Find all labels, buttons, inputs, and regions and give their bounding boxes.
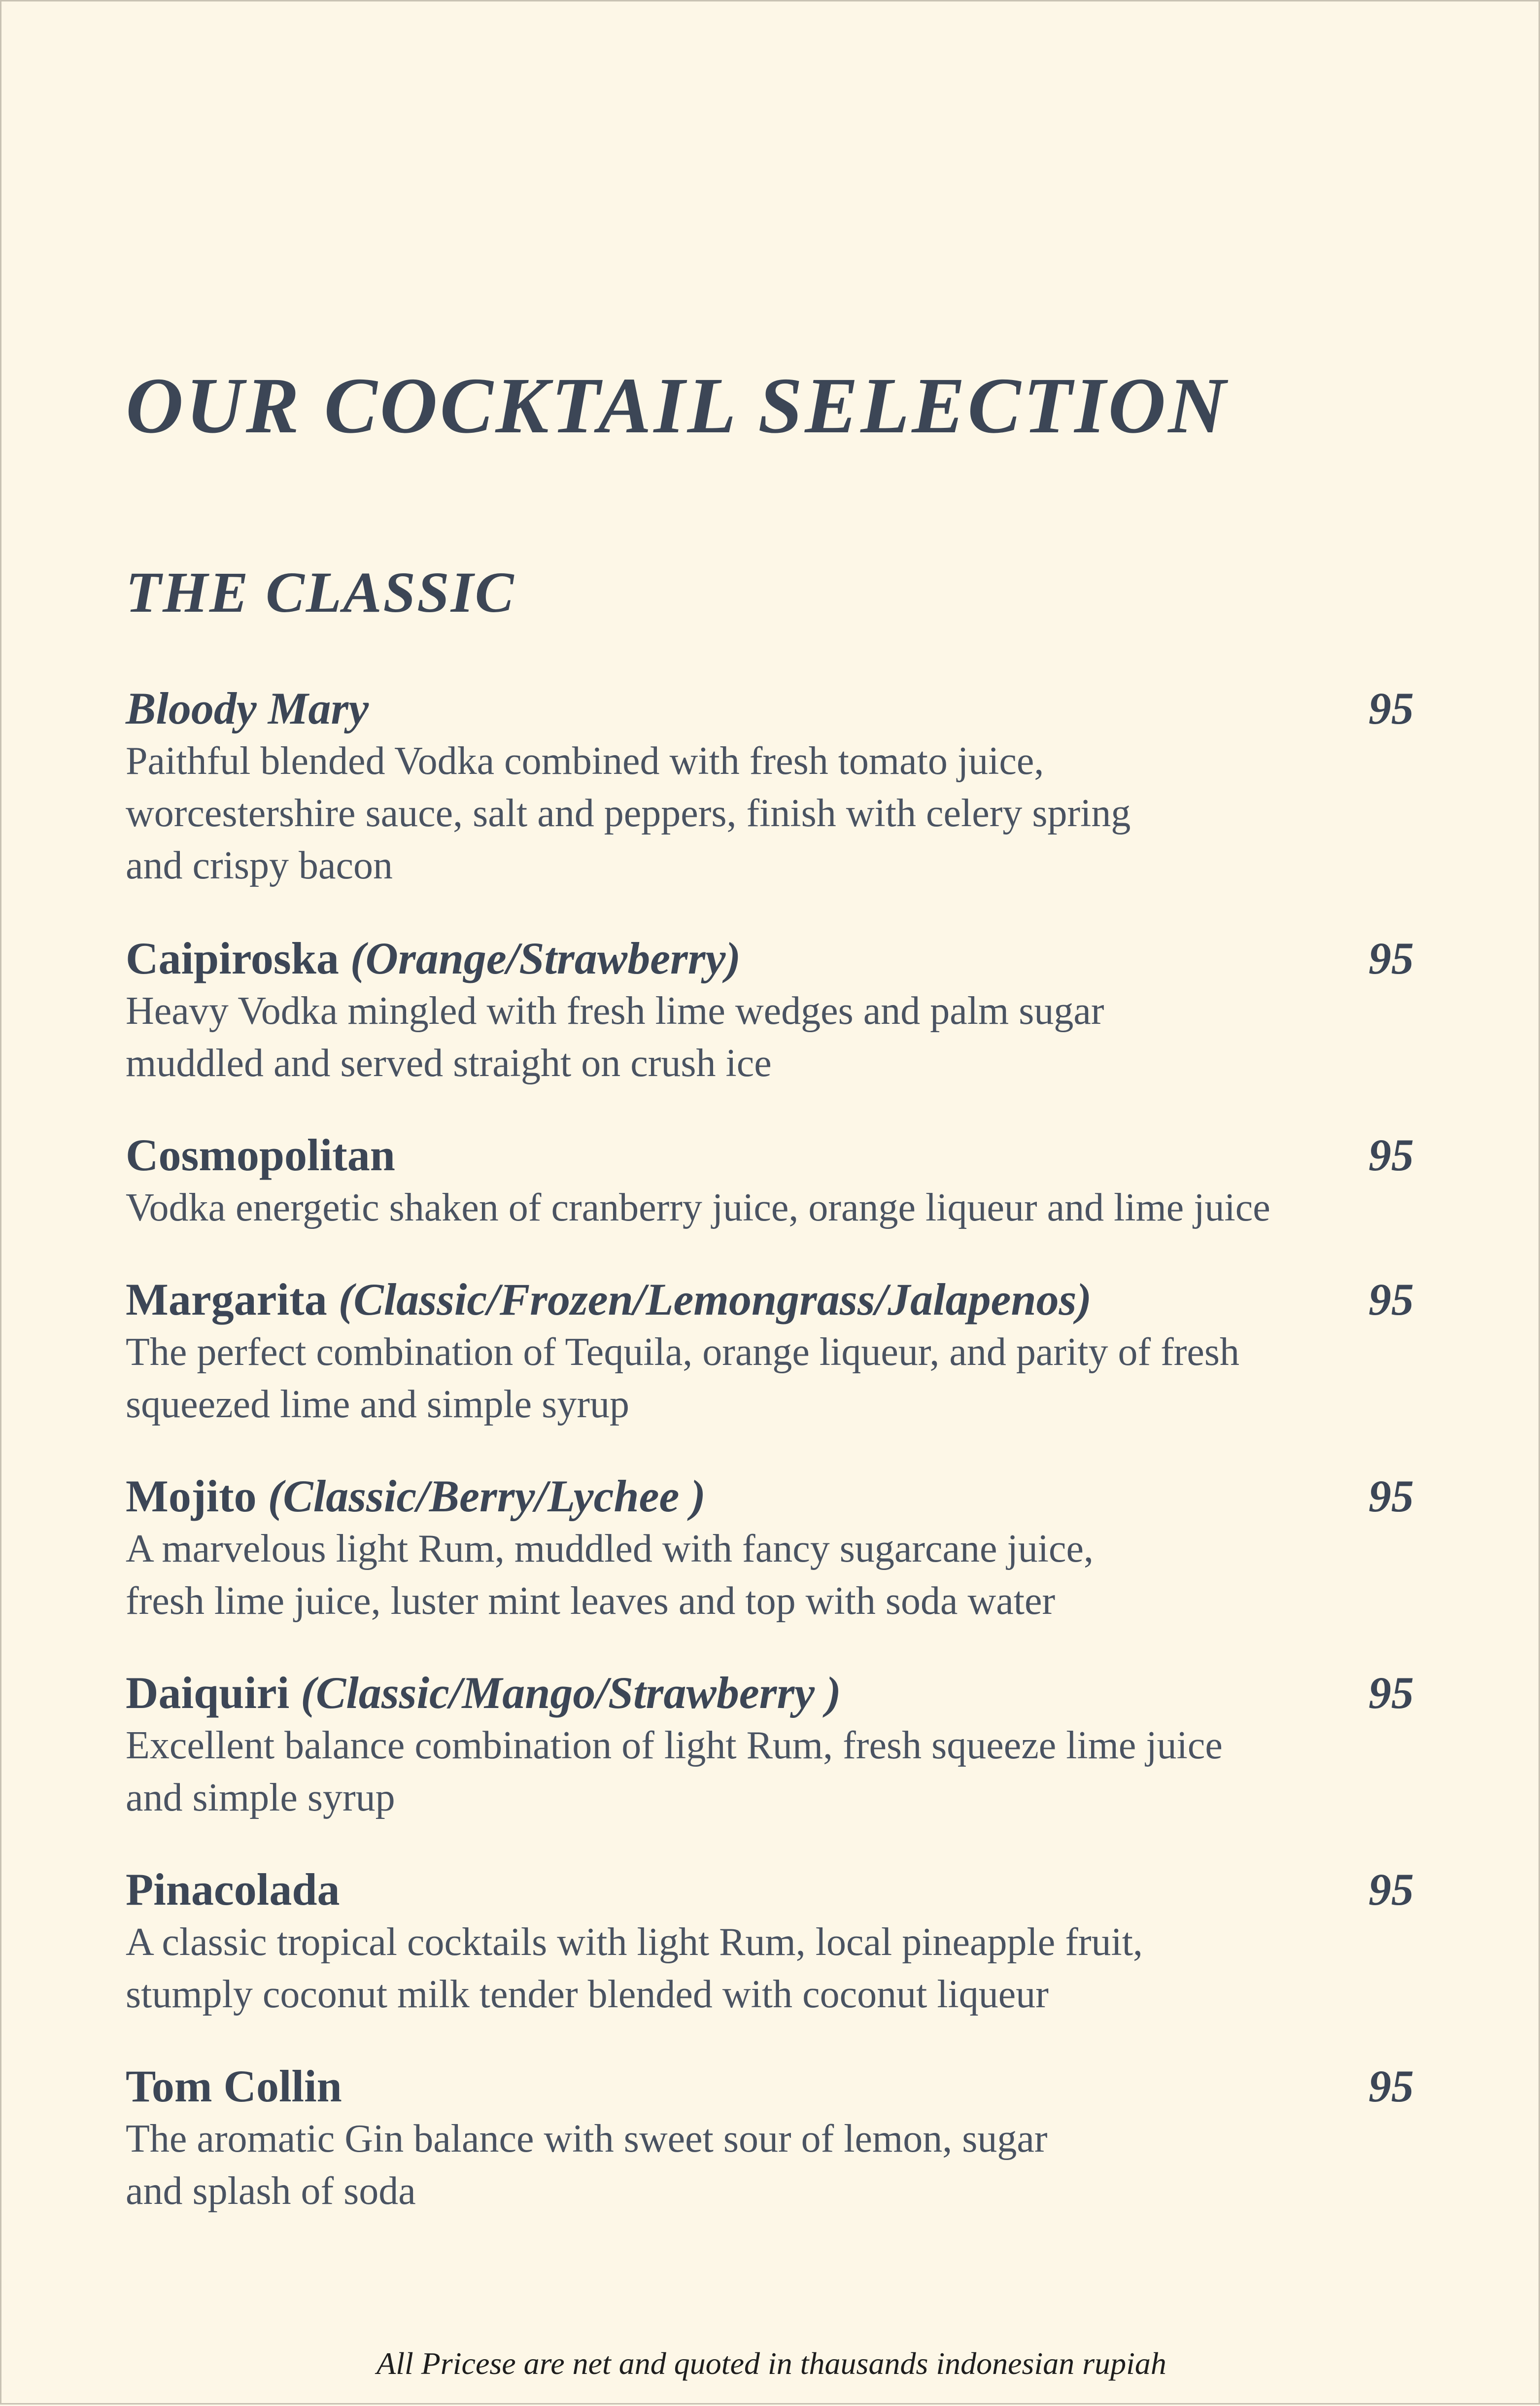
description-line: fresh lime juice, luster mint leaves and top with soda water [126,1579,1056,1623]
item-description [126,1523,1427,1627]
description-line: muddled and served straight on crush ice [126,1042,772,1085]
menu-item-tom-collin [126,2059,1427,2217]
item-name: Bloody Mary [126,683,369,733]
item-variants: (Orange/Strawberry) [350,933,741,983]
description-line: and splash of soda [126,2169,416,2213]
item-description [126,2113,1427,2217]
item-variants: (Classic/Berry/Lychee ) [268,1471,706,1521]
description-line: and crispy bacon [126,844,393,887]
item-price: 95 [1369,1130,1414,1180]
item-price: 95 [1369,1471,1414,1521]
menu-item-bloody-mary [126,682,1427,892]
item-name: Tom Collin [126,2061,342,2111]
menu-item-caipiroska [126,932,1427,1089]
item-name: Margarita (Classic/Frozen/Lemongrass/Jalapenos) [126,1274,1092,1325]
description-line: The perfect combination of Tequila, orange liqueur, and parity of fresh [126,1330,1239,1374]
description-line: A marvelous light Rum, muddled with fancy sugarcane juice, [126,1527,1094,1570]
price-footnote: All Pricese are net and quoted in thausands indonesian rupiah [376,2346,1166,2381]
item-description [126,985,1427,1089]
item-name: Pinacolada [126,1864,340,1915]
description-line: Excellent balance combination of light Rum, fresh squeeze lime juice [126,1724,1223,1767]
description-line: squeezed lime and simple syrup [126,1383,629,1426]
item-description [126,1182,1427,1234]
description-line: Vodka energetic shaken of cranberry juice, orange liqueur and lime juice [126,1186,1270,1229]
description-line: stumply coconut milk tender blended with coconut liqueur [126,1973,1049,2016]
description-line: and simple syrup [126,1776,395,1819]
item-price: 95 [1369,1864,1414,1915]
item-price: 95 [1369,1274,1414,1325]
menu-item-pinacolada [126,1863,1427,2021]
section-title: THE CLASSIC [126,560,515,625]
menu-item-cosmopolitan [126,1128,1427,1234]
item-price: 95 [1369,683,1414,733]
menu-item-margarita [126,1273,1427,1430]
menu-item-daiquiri [126,1666,1427,1824]
item-description [126,1326,1427,1430]
item-variants: (Classic/Frozen/Lemongrass/Jalapenos) [338,1274,1092,1325]
item-name: Cosmopolitan [126,1130,395,1180]
item-price: 95 [1369,2061,1414,2111]
item-price: 95 [1369,933,1414,983]
page-title: OUR COCKTAIL SELECTION [126,362,1229,450]
description-line: The aromatic Gin balance with sweet sour of lemon, sugar [126,2117,1048,2161]
description-line: worcestershire sauce, salt and peppers, finish with celery spring [126,792,1131,835]
menu-page [1,1,1540,2406]
menu-item-mojito [126,1469,1427,1627]
item-name: Caipiroska (Orange/Strawberry) [126,933,741,983]
item-name: Daiquiri (Classic/Mango/Strawberry ) [126,1668,841,1718]
item-variants: (Classic/Mango/Strawberry ) [301,1668,841,1718]
item-description [126,1719,1427,1824]
item-description [126,735,1427,892]
item-description [126,1916,1427,2021]
item-price: 95 [1369,1668,1414,1718]
description-line: Heavy Vodka mingled with fresh lime wedges and palm sugar [126,989,1104,1033]
item-name: Mojito (Classic/Berry/Lychee ) [126,1471,706,1521]
description-line: Paithful blended Vodka combined with fresh tomato juice, [126,739,1044,783]
description-line: A classic tropical cocktails with light Rum, local pineapple fruit, [126,1920,1143,1964]
